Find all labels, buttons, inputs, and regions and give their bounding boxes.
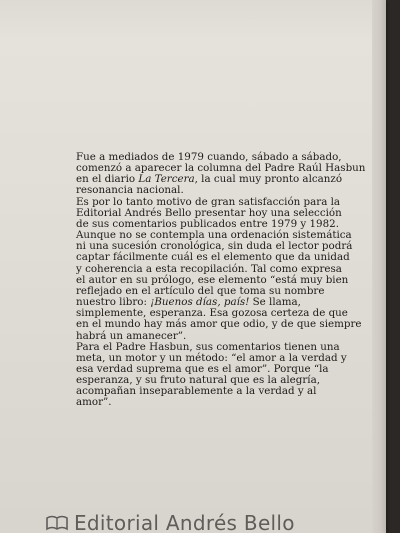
paragraph-1 [76, 152, 372, 197]
paragraph-2 [76, 197, 372, 342]
publisher-name: Editorial Andrés Bello [74, 511, 295, 533]
paragraph-3 [76, 342, 372, 409]
text-segment: en el diario [76, 173, 139, 186]
text-line: resonancia nacional. [76, 184, 184, 197]
newspaper-title: La Tercera [138, 173, 195, 186]
book-title: ¡Buenos días, país! [150, 296, 250, 309]
text-line: esperanza, y su fruto natural que es la alegría, [76, 374, 320, 387]
text-line: habrá un amanecer”. [76, 329, 187, 342]
open-book-icon [46, 514, 68, 532]
blurb-text [76, 152, 372, 409]
text-segment: , la cual muy pronto alcanzó [194, 173, 343, 186]
text-line: y coherencia a esta recopilación. Tal como expresa [76, 262, 342, 275]
text-line: Aunque no se contempla una ordenación sistemática [76, 229, 352, 242]
text-line: Es por lo tanto motivo de gran satisfacción para la [76, 195, 341, 208]
text-line: en el mundo hay más amor que odio, y de que siempre [76, 318, 362, 331]
text-line: de sus comentarios publicados entre 1979 y 1982. [76, 217, 339, 230]
text-line: amor”. [76, 396, 112, 409]
paper-shading [0, 0, 386, 40]
text-line: Para el Padre Hasbun, sus comentarios tienen una [76, 340, 340, 353]
text-line: ni una sucesión cronológica, sin duda el lector podrá [76, 240, 353, 253]
text-segment: Se llama, [249, 296, 301, 309]
text-line: simplemente, esperanza. Esa gozosa certeza de que [76, 307, 348, 320]
text-line: captar fácilmente cuál es el elemento que da unidad [76, 251, 350, 264]
text-line: meta, un motor y un método: “el amor a la verdad y [76, 351, 347, 364]
text-line: el autor en su prólogo, ese elemento “está muy bien [76, 273, 349, 286]
text-line: comenzó a aparecer la columna del Padre Raúl Hasbun [76, 162, 366, 175]
text-line: Fue a mediados de 1979 cuando, sábado a sábado, [76, 151, 342, 163]
publisher-imprint [46, 508, 295, 533]
text-line: Editorial Andrés Bello presentar hoy una selección [76, 206, 342, 219]
text-line: esa verdad suprema que es el amor”. Porque “la [76, 362, 329, 375]
text-segment: nuestro libro: [76, 296, 151, 309]
text-line: reflejado en el artículo del que toma su nombre [76, 284, 325, 297]
cover-edge [372, 0, 386, 533]
text-line: acompañan inseparablemente a la verdad y al [76, 385, 317, 398]
